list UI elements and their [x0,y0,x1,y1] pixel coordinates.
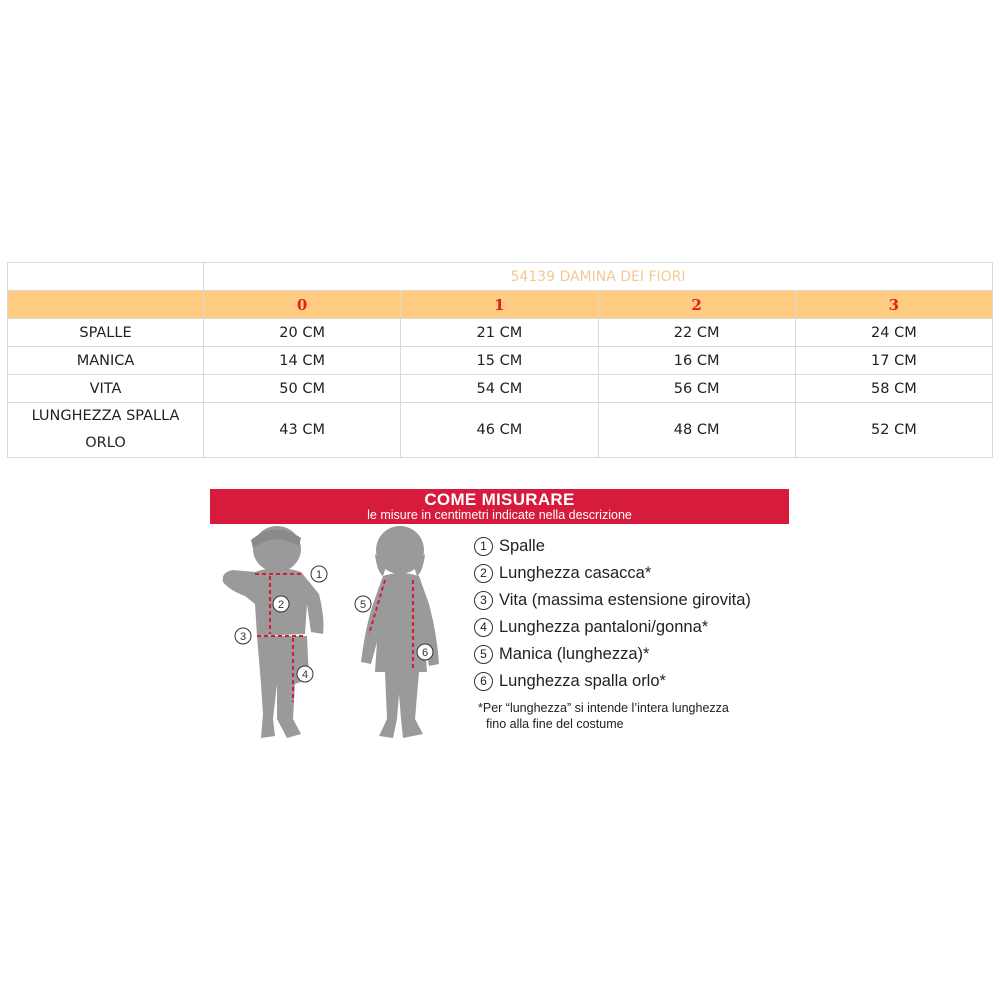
measure-banner [210,489,789,524]
table-cell: 16 CM [598,347,795,375]
svg-text:1: 1 [315,569,323,581]
marker-6 [417,644,433,660]
size-header-row [8,291,993,319]
row-label: VITA [8,375,204,403]
table-cell: 14 CM [204,347,401,375]
table-cell: 48 CM [598,403,795,458]
legend-item [474,641,804,668]
girl-legs [379,672,423,738]
legend-number: 5 [474,645,493,664]
legend-item [474,560,804,587]
marker-5 [355,596,371,612]
marker-1 [311,566,327,582]
legend-number: 1 [474,537,493,556]
table-cell: 50 CM [204,375,401,403]
legend-number: 4 [474,618,493,637]
table-cell: 56 CM [598,375,795,403]
legend-text: Vita (massima estensione girovita) [499,591,751,609]
table-cell: 54 CM [401,375,598,403]
note-line-1: *Per “lunghezza” si intende l’intera lunghezza [478,701,729,715]
table-cell: 21 CM [401,319,598,347]
size-table [7,262,993,458]
table-cell: 22 CM [598,319,795,347]
table-cell: 58 CM [795,375,992,403]
table-row-lunghezza [8,403,993,458]
title-row [8,263,993,291]
table-cell: 46 CM [401,403,598,458]
row-label: SPALLE [8,319,204,347]
length-note [478,700,798,732]
table-row-manica [8,347,993,375]
legend-text: Lunghezza pantaloni/gonna* [499,618,709,636]
row-label-line2: ORLO [85,435,126,451]
row-label [8,403,204,458]
table-cell: 24 CM [795,319,992,347]
empty-corner-cell [8,263,204,291]
table-cell: 20 CM [204,319,401,347]
marker-4 [297,666,313,682]
row-label: MANICA [8,347,204,375]
legend-text: Lunghezza spalla orlo* [499,672,666,690]
legend-number: 6 [474,672,493,691]
table-cell: 17 CM [795,347,992,375]
measure-legend [474,533,804,695]
size-header-0: 0 [204,291,401,319]
product-title: 54139 DAMINA DEI FIORI [204,263,993,291]
row-label-line1: LUNGHEZZA SPALLA [31,408,180,424]
legend-text: Spalle [499,537,545,555]
svg-text:2: 2 [277,599,285,611]
size-header-1: 1 [401,291,598,319]
legend-item [474,614,804,641]
legend-number: 2 [474,564,493,583]
svg-text:4: 4 [301,669,309,681]
legend-item [474,533,804,560]
legend-item [474,668,804,695]
svg-text:6: 6 [421,647,429,659]
size-header-3: 3 [795,291,992,319]
legend-text: Manica (lunghezza)* [499,645,650,663]
table-row-spalle [8,319,993,347]
table-cell: 15 CM [401,347,598,375]
child-figures-illustration [215,524,465,749]
marker-2 [273,596,289,612]
legend-text: Lunghezza casacca* [499,564,652,582]
marker-3 [235,628,251,644]
girl-figure [361,526,439,738]
boy-legs [257,636,309,738]
legend-item [474,587,804,614]
svg-text:3: 3 [239,631,247,643]
size-header-2: 2 [598,291,795,319]
table-cell: 52 CM [795,403,992,458]
note-line-2: fino alla fine del costume [486,717,624,731]
size-header-corner [8,291,204,319]
legend-number: 3 [474,591,493,610]
table-row-vita [8,375,993,403]
banner-subtitle: le misure in centimetri indicate nella descrizione [367,508,632,522]
svg-text:5: 5 [359,599,367,611]
banner-title: COME MISURARE [424,490,575,509]
table-cell: 43 CM [204,403,401,458]
